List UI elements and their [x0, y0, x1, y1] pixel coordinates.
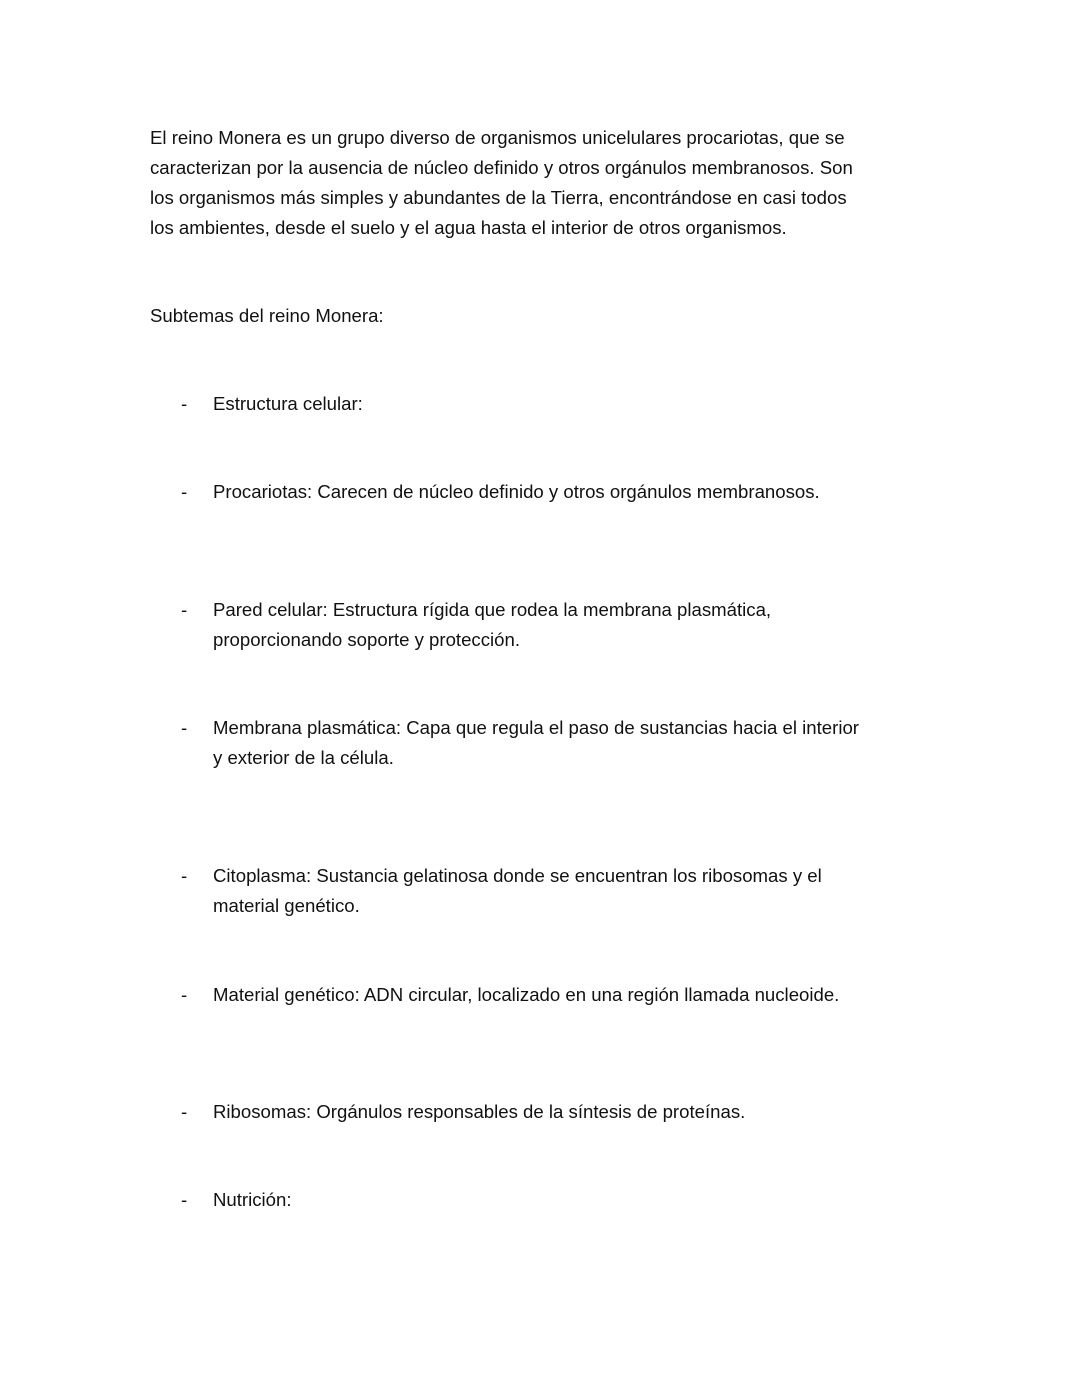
intro-line: los ambientes, desde el suelo y el agua hasta el interior de otros organismos. [150, 217, 787, 238]
list-item-text: Ribosomas: Orgánulos responsables de la síntesis de proteínas. [213, 1101, 746, 1122]
bullet-dash: - [181, 599, 188, 620]
intro-line: caracterizan por la ausencia de núcleo definido y otros orgánulos membranosos. Son [150, 157, 853, 178]
list-item-text: Pared celular: Estructura rígida que rodea la membrana plasmática, proporcionando soporte y protección. [213, 599, 772, 650]
list-item-text: Nutrición: [213, 1189, 292, 1210]
list-item-text: Citoplasma: Sustancia gelatinosa donde se encuentran los ribosomas y el material genético. [213, 865, 822, 916]
bullet-dash: - [181, 717, 188, 738]
bullet-dash: - [181, 1189, 188, 1210]
bullet-dash: - [181, 393, 188, 414]
list-item-text: Membrana plasmática: Capa que regula el paso de sustancias hacia el interior y exterior de la célula. [213, 717, 859, 768]
intro-line: los organismos más simples y abundantes de la Tierra, encontrándose en casi todos [150, 187, 847, 208]
list-item-text: Procariotas: Carecen de núcleo definido y otros orgánulos membranosos. [213, 481, 820, 502]
list-item-text: Estructura celular: [213, 393, 363, 414]
bullet-dash: - [181, 865, 188, 886]
bullet-dash: - [181, 1101, 188, 1122]
bullet-dash: - [181, 481, 188, 502]
intro-line: El reino Monera es un grupo diverso de organismos unicelulares procariotas, que se [150, 127, 845, 148]
subtitle: Subtemas del reino Monera: [150, 305, 384, 326]
bullet-dash: - [181, 984, 188, 1005]
list-item-text: Material genético: ADN circular, localizado en una región llamada nucleoide. [213, 984, 840, 1005]
